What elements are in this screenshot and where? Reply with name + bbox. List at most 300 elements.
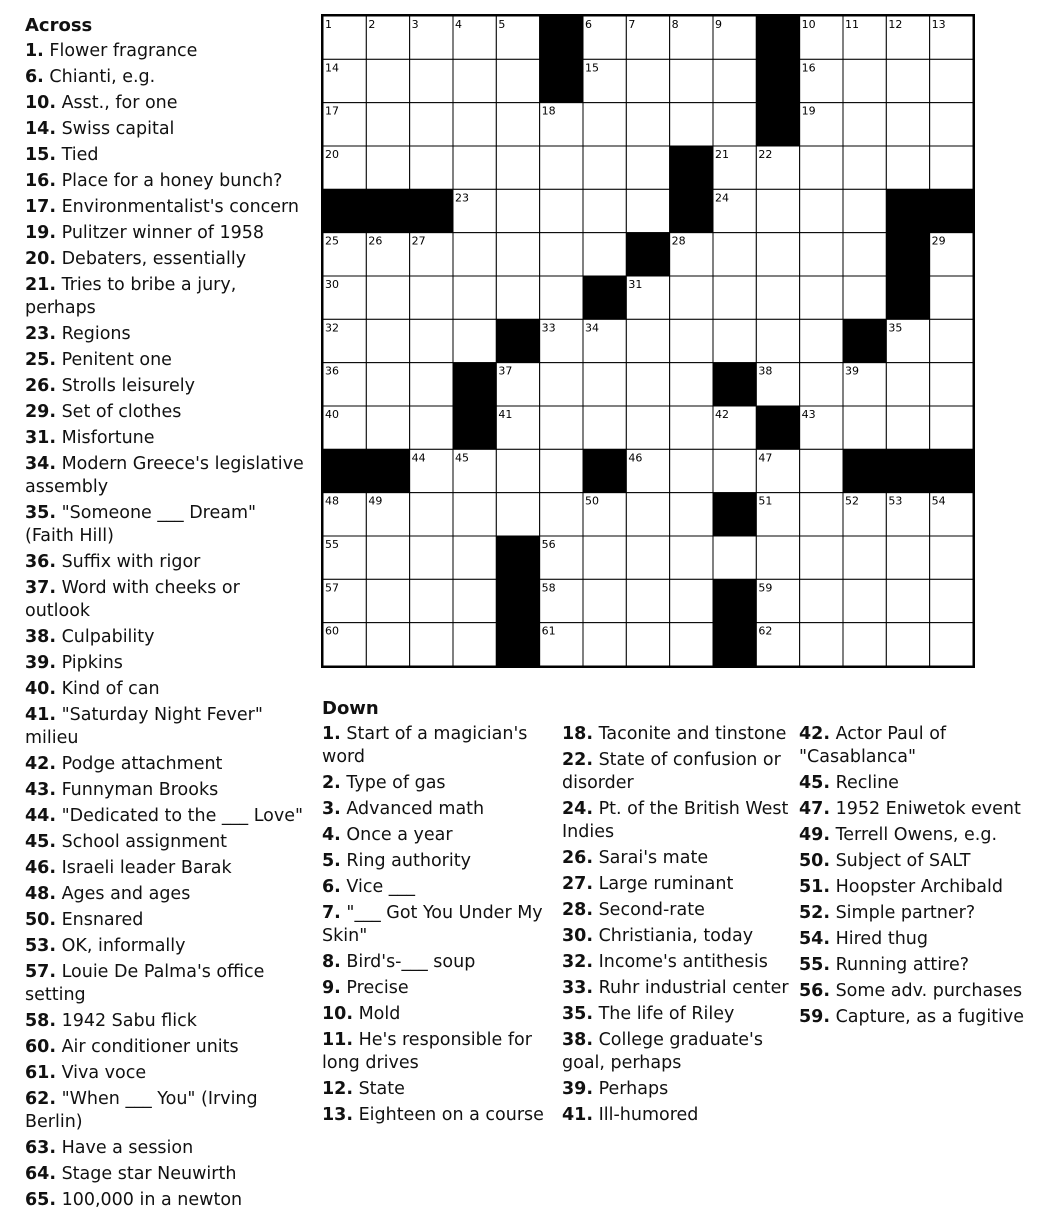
down-clue-22[interactable] [562,749,792,795]
down-clue-32[interactable] [562,951,792,974]
grid-cell[interactable] [886,59,929,102]
across-clue-44[interactable] [25,805,310,828]
grid-cell[interactable] [930,276,973,319]
cell-number: 57 [325,581,339,595]
clue-number: 11. [322,1030,354,1050]
grid-cell[interactable] [366,103,409,146]
down-clue-54[interactable] [799,928,1029,951]
across-clue-58[interactable] [25,1010,310,1033]
grid-cell[interactable] [496,449,539,492]
grid-cell[interactable] [843,233,886,276]
grid-cell[interactable] [540,363,583,406]
clue-text: Strolls leisurely [56,376,195,396]
clue-number: 33. [562,978,594,998]
cell-number: 38 [758,364,773,378]
grid-cell[interactable] [756,536,799,579]
grid-cell[interactable] [496,276,539,319]
cell-number: 2 [368,18,376,31]
clue-number: 23. [25,324,57,344]
grid-cell[interactable] [713,276,756,319]
clue-number: 30. [562,926,594,946]
grid-cell[interactable] [886,623,929,666]
cell-number: 43 [801,408,816,421]
grid-cell[interactable] [626,146,669,189]
clue-number: 26. [25,376,57,396]
cell-number: 53 [888,494,903,508]
clue-number: 59. [799,1007,831,1027]
grid-cell[interactable] [453,233,496,276]
grid-cell[interactable] [496,493,539,536]
down-clue-55[interactable] [799,954,1029,977]
grid-cell[interactable] [366,59,409,102]
grid-cell[interactable] [453,59,496,102]
down-clue-9[interactable] [322,977,552,1000]
grid-cell[interactable] [800,363,843,406]
grid-cell[interactable] [800,623,843,666]
grid-cell[interactable] [626,319,669,362]
clue-number: 62. [25,1089,57,1109]
across-clue-53[interactable] [25,935,310,958]
clue-text: College graduate's goal, perhaps [562,1030,763,1073]
grid-cell[interactable] [843,536,886,579]
down-clue-56[interactable] [799,980,1029,1003]
cell-number: 3 [411,18,419,31]
grid-cell[interactable] [843,59,886,102]
grid-cell[interactable] [366,146,409,189]
clue-text: "___ Got You Under My Skin" [322,903,543,946]
down-clue-33[interactable] [562,977,792,1000]
grid-cell[interactable] [453,623,496,666]
clue-text: Hoopster Archibald [830,877,1003,897]
across-clue-23[interactable] [25,323,310,346]
grid-cell[interactable] [410,59,453,102]
cell-number: 24 [715,191,729,205]
grid-cell[interactable] [800,233,843,276]
clue-text: Word with cheeks or outlook [25,578,240,621]
grid-cell[interactable] [670,579,713,622]
grid-cell[interactable] [626,536,669,579]
across-clue-61[interactable] [25,1062,310,1085]
grid-cell[interactable] [366,363,409,406]
across-clue-38[interactable] [25,626,310,649]
clue-number: 55. [799,955,831,975]
cell-number: 17 [325,104,339,118]
clue-number: 14. [25,119,57,139]
grid-cell[interactable] [886,579,929,622]
cell-number: 12 [888,18,903,31]
grid-cell[interactable] [756,276,799,319]
grid-cell[interactable] [756,189,799,232]
grid-cell[interactable] [626,579,669,622]
down-clue-51[interactable] [799,876,1029,899]
grid-cell[interactable] [930,363,973,406]
black-square [756,16,799,59]
grid-cell[interactable] [626,493,669,536]
grid-cell[interactable] [670,493,713,536]
across-clue-65[interactable] [25,1189,310,1212]
grid-cell[interactable] [800,493,843,536]
clue-text: Suffix with rigor [56,552,201,572]
down-clue-1[interactable] [322,723,552,769]
down-clue-50[interactable] [799,850,1029,873]
grid-cell[interactable] [366,319,409,362]
across-clue-40[interactable] [25,678,310,701]
across-clue-10[interactable] [25,92,310,115]
cell-number: 20 [325,148,339,161]
grid-cell[interactable] [626,363,669,406]
clue-text: Misfortune [56,428,155,448]
grid-cell[interactable] [540,449,583,492]
cell-number: 10 [801,18,816,31]
grid-cell[interactable] [626,59,669,102]
cell-number: 48 [325,494,339,508]
grid-cell[interactable] [366,623,409,666]
grid-cell[interactable] [496,59,539,102]
grid-cell[interactable] [756,233,799,276]
clue-number: 52. [799,903,831,923]
down-clue-7[interactable] [322,902,552,948]
down-clue-11[interactable] [322,1029,552,1075]
clue-text: "Someone ___ Dream" (Faith Hill) [25,503,257,546]
grid-cell[interactable] [583,363,626,406]
clue-number: 1. [322,724,341,744]
grid-cell[interactable] [800,536,843,579]
down-clue-41[interactable] [562,1104,792,1127]
black-square [496,623,539,666]
grid-cell[interactable] [583,233,626,276]
across-clue-20[interactable] [25,248,310,271]
clue-number: 24. [562,799,594,819]
grid-cell[interactable] [410,276,453,319]
grid-cell[interactable] [930,623,973,666]
black-square [583,276,626,319]
grid-cell[interactable] [670,276,713,319]
cell-number: 19 [801,104,816,118]
black-square [713,579,756,622]
clue-number: 2. [322,773,341,793]
across-clue-17[interactable] [25,196,310,219]
grid-cell[interactable] [800,189,843,232]
black-square [886,449,929,492]
clue-text: Swiss capital [56,119,175,139]
down-clue-24[interactable] [562,798,792,844]
cell-number: 54 [931,494,946,508]
cell-number: 58 [541,581,556,595]
grid-cell[interactable] [626,623,669,666]
grid-cell[interactable] [410,579,453,622]
clue-text: Mold [353,1004,401,1024]
clue-text: Capture, as a fugitive [830,1007,1025,1027]
down-clue-28[interactable] [562,899,792,922]
across-clue-64[interactable] [25,1163,310,1186]
clue-text: School assignment [56,832,228,852]
down-clue-27[interactable] [562,873,792,896]
grid-cell[interactable] [453,276,496,319]
grid-cell[interactable] [843,623,886,666]
clue-text: Viva voce [56,1063,147,1083]
grid-cell[interactable] [800,579,843,622]
grid-cell[interactable] [583,406,626,449]
clue-number: 15. [25,145,57,165]
grid-cell[interactable] [496,103,539,146]
cell-number: 30 [325,278,339,291]
down-clue-6[interactable] [322,876,552,899]
cell-number: 33 [541,321,556,335]
grid-cell[interactable] [670,363,713,406]
down-clue-4[interactable] [322,824,552,847]
grid-cell[interactable] [843,579,886,622]
grid-cell[interactable] [800,319,843,362]
grid-cell[interactable] [713,233,756,276]
down-clue-59[interactable] [799,1006,1029,1029]
grid-cell[interactable] [670,449,713,492]
clue-text: Hired thug [830,929,929,949]
grid-cell[interactable] [800,146,843,189]
cell-number: 15 [585,61,599,75]
down-clue-39[interactable] [562,1078,792,1101]
across-clue-25[interactable] [25,349,310,372]
grid-cell[interactable] [540,146,583,189]
cell-number: 7 [628,18,636,31]
grid-cell[interactable] [843,146,886,189]
grid-cell[interactable] [800,449,843,492]
grid-cell[interactable] [366,406,409,449]
down-clue-47[interactable] [799,798,1029,821]
grid-cell[interactable] [670,406,713,449]
across-clues [25,15,310,1215]
grid-cell[interactable] [453,579,496,622]
grid-cell[interactable] [713,319,756,362]
grid-cell[interactable] [930,536,973,579]
clue-text: Funnyman Brooks [56,780,219,800]
grid-cell[interactable] [583,623,626,666]
cell-number: 26 [368,234,383,248]
clue-number: 61. [25,1063,57,1083]
grid-cell[interactable] [366,536,409,579]
grid-cell[interactable] [843,406,886,449]
cell-number: 50 [585,494,599,508]
across-clue-29[interactable] [25,401,310,424]
down-clue-10[interactable] [322,1003,552,1026]
across-clue-42[interactable] [25,753,310,776]
across-clue-19[interactable] [25,222,310,245]
grid-cell[interactable] [453,146,496,189]
grid-cell[interactable] [453,536,496,579]
grid-cell[interactable] [583,103,626,146]
clue-number: 38. [25,627,57,647]
grid-cell[interactable] [453,103,496,146]
clue-number: 6. [322,877,341,897]
clue-number: 46. [25,858,57,878]
down-clue-13[interactable] [322,1104,552,1127]
cell-number: 8 [671,18,679,31]
down-clue-3[interactable] [322,798,552,821]
grid-cell[interactable] [930,103,973,146]
grid-cell[interactable] [886,536,929,579]
cell-number: 32 [325,321,339,335]
across-clue-37[interactable] [25,577,310,623]
grid-cell[interactable] [540,189,583,232]
grid-cell[interactable] [366,579,409,622]
grid-cell[interactable] [670,623,713,666]
grid-cell[interactable] [410,146,453,189]
down-clue-26[interactable] [562,847,792,870]
grid-cell[interactable] [410,536,453,579]
across-clue-43[interactable] [25,779,310,802]
grid-cell[interactable] [410,493,453,536]
down-clue-8[interactable] [322,951,552,974]
grid-cell[interactable] [583,536,626,579]
black-square [713,363,756,406]
grid-cell[interactable] [843,103,886,146]
grid-cell[interactable] [496,189,539,232]
grid-cell[interactable] [410,623,453,666]
down-clue-45[interactable] [799,772,1029,795]
grid-cell[interactable] [713,449,756,492]
grid-cell[interactable] [670,59,713,102]
across-clue-6[interactable] [25,66,310,89]
grid-cell[interactable] [540,276,583,319]
across-clue-31[interactable] [25,427,310,450]
across-clue-62[interactable] [25,1088,310,1134]
grid-cell[interactable] [713,103,756,146]
clue-text: Place for a honey bunch? [56,171,283,191]
grid-cell[interactable] [670,536,713,579]
grid-cell[interactable] [410,319,453,362]
across-clue-list [25,40,310,1212]
across-clue-16[interactable] [25,170,310,193]
grid-cell[interactable] [583,189,626,232]
clue-number: 25. [25,350,57,370]
clue-number: 6. [25,67,44,87]
clue-text: Taconite and tinstone [593,724,787,744]
grid-cell[interactable] [886,103,929,146]
down-clue-42[interactable] [799,723,1029,769]
clue-number: 37. [25,578,57,598]
clue-text: 1952 Eniwetok event [830,799,1021,819]
cell-number: 4 [455,18,462,31]
across-clue-50[interactable] [25,909,310,932]
grid-cell[interactable] [453,493,496,536]
black-square [670,189,713,232]
down-clue-5[interactable] [322,850,552,873]
grid-cell[interactable] [626,103,669,146]
clue-text: Stage star Neuwirth [56,1164,237,1184]
clue-number: 65. [25,1190,57,1210]
down-clue-38[interactable] [562,1029,792,1075]
grid-cell[interactable] [496,146,539,189]
grid-cell[interactable] [366,276,409,319]
across-clue-35[interactable] [25,502,310,548]
grid-cell[interactable] [713,59,756,102]
grid-cell[interactable] [713,536,756,579]
clue-text: Penitent one [56,350,172,370]
grid-cell[interactable] [930,319,973,362]
across-clue-21[interactable] [25,274,310,320]
across-clue-63[interactable] [25,1137,310,1160]
clue-text: Tied [56,145,99,165]
grid-cell[interactable] [540,406,583,449]
clue-number: 31. [25,428,57,448]
across-clue-39[interactable] [25,652,310,675]
grid-cell[interactable] [843,276,886,319]
grid-cell[interactable] [886,146,929,189]
down-heading: Down [322,698,379,719]
down-clue-52[interactable] [799,902,1029,925]
grid-canvas [323,16,973,666]
grid-cell[interactable] [843,189,886,232]
down-clue-35[interactable] [562,1003,792,1026]
black-square [886,233,929,276]
cell-number: 29 [931,234,946,248]
across-clue-34[interactable] [25,453,310,499]
grid-cell[interactable] [410,103,453,146]
across-clue-36[interactable] [25,551,310,574]
clue-number: 18. [562,724,594,744]
across-clue-46[interactable] [25,857,310,880]
grid-cell[interactable] [670,319,713,362]
across-clue-48[interactable] [25,883,310,906]
cell-number: 21 [715,148,729,161]
across-clue-41[interactable] [25,704,310,750]
black-square [323,189,366,232]
clue-text: Regions [56,324,131,344]
grid-cell[interactable] [453,319,496,362]
cell-number: 35 [888,321,903,335]
grid-cell[interactable] [626,406,669,449]
down-clue-18[interactable] [562,723,792,746]
across-clue-45[interactable] [25,831,310,854]
grid-cell[interactable] [496,233,539,276]
grid-cell[interactable] [410,363,453,406]
grid-cell[interactable] [800,276,843,319]
grid-cell[interactable] [540,493,583,536]
clue-number: 39. [562,1079,594,1099]
grid-cell[interactable] [626,189,669,232]
down-clue-30[interactable] [562,925,792,948]
across-clue-60[interactable] [25,1036,310,1059]
down-clue-12[interactable] [322,1078,552,1101]
across-clue-14[interactable] [25,118,310,141]
grid-cell[interactable] [886,363,929,406]
across-clue-1[interactable] [25,40,310,63]
grid-cell[interactable] [670,103,713,146]
grid-cell[interactable] [930,59,973,102]
grid-cell[interactable] [410,406,453,449]
grid-cell[interactable] [930,406,973,449]
across-clue-57[interactable] [25,961,310,1007]
across-clue-26[interactable] [25,375,310,398]
cell-number: 60 [325,624,339,638]
across-clue-15[interactable] [25,144,310,167]
grid-cell[interactable] [583,579,626,622]
down-clue-2[interactable] [322,772,552,795]
grid-cell[interactable] [930,146,973,189]
clue-text: Some adv. purchases [830,981,1023,1001]
clue-number: 50. [25,910,57,930]
grid-cell[interactable] [583,146,626,189]
clue-number: 39. [25,653,57,673]
grid-cell[interactable] [756,319,799,362]
grid-cell[interactable] [930,579,973,622]
clue-text: Christiania, today [593,926,754,946]
clue-text: Ruhr industrial center [593,978,789,998]
down-clue-49[interactable] [799,824,1029,847]
grid-cell[interactable] [886,406,929,449]
grid-cell[interactable] [540,233,583,276]
black-square [453,363,496,406]
clue-text: Type of gas [340,773,446,793]
